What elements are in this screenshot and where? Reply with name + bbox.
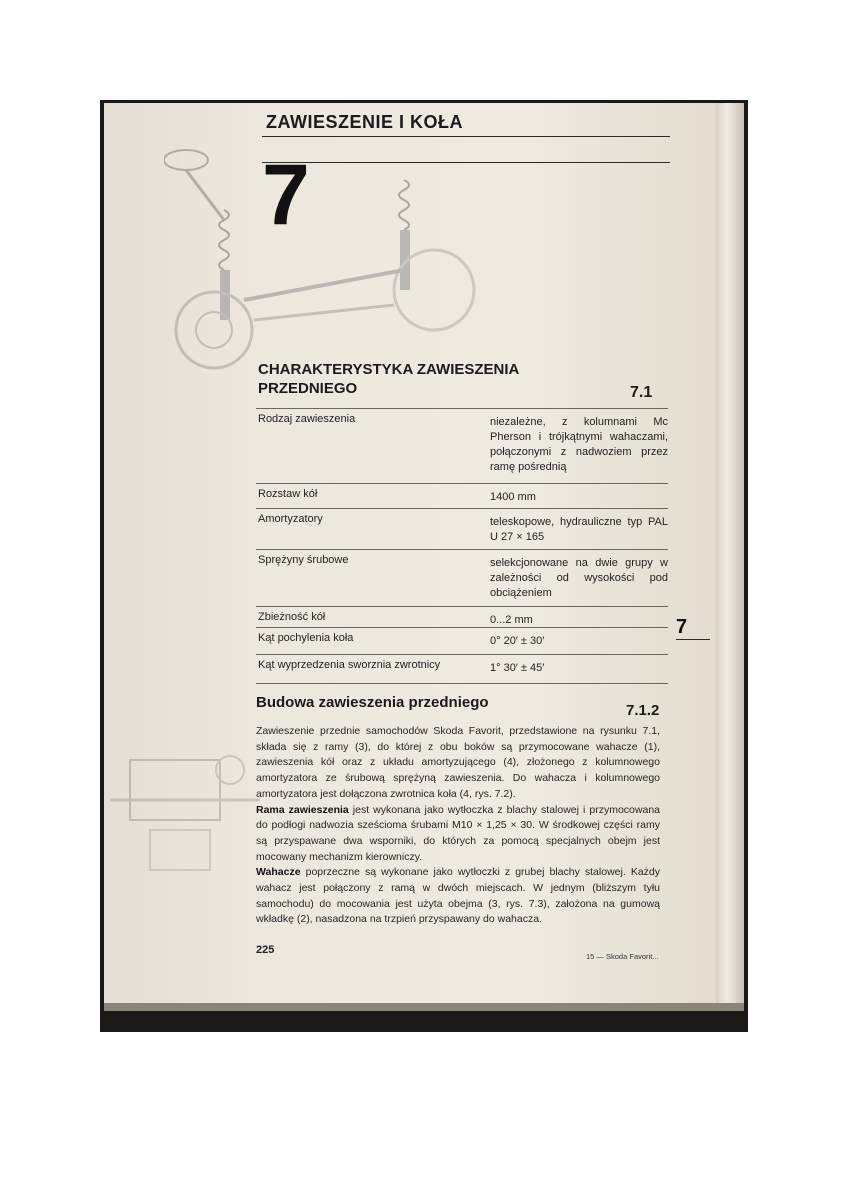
- spec-value: niezależne, z kolumnami Mc Pherson i trójkątnymi wahaczami, połączonymi z nadwoziem przez ramę pośrednią: [490, 416, 668, 473]
- table-row: [256, 408, 668, 483]
- subsection-number: 7.1.2: [626, 702, 660, 719]
- spec-table: [256, 408, 668, 684]
- spec-label: Zbieżność kół: [258, 611, 326, 623]
- spec-value: 1400 mm: [490, 491, 536, 503]
- paragraph: [256, 865, 660, 928]
- chapter-title: ZAWIESZENIE I KOŁA: [266, 112, 464, 132]
- table-row: [256, 508, 668, 549]
- bold-term: Wahacze: [256, 866, 301, 879]
- spec-value: teleskopowe, hydrauliczne typ PAL U 27 × 165: [490, 516, 668, 543]
- title-rule: [262, 136, 670, 137]
- side-chapter-tab: 7: [676, 616, 688, 638]
- section-title: CHARAKTERYSTYKA ZAWIESZENIA PRZEDNIEGO: [258, 361, 519, 397]
- spec-label: Rodzaj zawieszenia: [258, 413, 356, 425]
- bold-term: Rama zawieszenia: [256, 803, 349, 816]
- body-text: [256, 724, 660, 928]
- page-edge: [716, 103, 744, 1008]
- spec-label: Rozstaw kół: [258, 488, 318, 500]
- table-row: [256, 606, 668, 627]
- paragraph: Zawieszenie przednie samochodów Skoda Favorit, przedstawione na rysunku 7.1, składa się z ramy (3), do której z obu boków są przymocowane wahacze (1), zawieszenia kół oraz z układu amortyzującego (4), złożonego z kolumnowego amortyzatora ze śrubową sprężyną zawieszenia. Do wahacza i kolumnowego amortyzatora jest dołączona zwrotnica koła (4, rys. 7.2).: [256, 725, 660, 800]
- suspension-illustration: [164, 130, 494, 380]
- spec-label: Kąt pochylenia koła: [258, 632, 354, 644]
- page-number: 225: [256, 944, 275, 956]
- table-row: [256, 654, 668, 684]
- table-row: [256, 483, 668, 508]
- paragraph-text: poprzeczne są wykonane jako wytłoczki z grubej blachy stalowej. Każdy wahacz jest połączony z ramą w dwóch miejscach. W jednym (bliższym tyłu samochodu) do mocowania jest użyta obejma (3, rys. 7.3), założona na gumową wkładkę (2), nasadzona na trzpień przyspawany do wahacza.: [256, 866, 660, 926]
- side-tab-rule: [676, 639, 710, 640]
- chapter-number: 7: [262, 147, 310, 243]
- spec-value: 0° 20′ ± 30′: [490, 635, 545, 647]
- spec-value: 1° 30′ ± 45′: [490, 662, 545, 674]
- page-bottom-edge: [104, 1003, 744, 1011]
- subsection-title: Budowa zawieszenia przedniego: [256, 694, 489, 711]
- spec-label: Amortyzatory: [258, 513, 323, 525]
- title-rule-lower: [262, 162, 670, 163]
- spec-label: Sprężyny śrubowe: [258, 554, 349, 566]
- section-number: 7.1: [630, 384, 653, 401]
- table-row: [256, 627, 668, 654]
- footer-note: 15 — Skoda Favorit...: [586, 952, 659, 961]
- table-row: [256, 549, 668, 606]
- spec-value: selekcjonowane na dwie grupy w zależności od wysokości pod obciążeniem: [490, 557, 668, 599]
- spec-value: 0...2 mm: [490, 614, 533, 626]
- paragraph: [256, 803, 660, 866]
- paragraph-text: jest wykonana jako wytłoczka z blachy stalowej i przymocowana do podłogi nadwozia sześcioma śrubami M10 × 1,25 × 30. W środkowej części ramy są przyspawane dwa wsporniki, do których za pomocą specjalnych obejm jest mocowany mechanizm kierowniczy.: [256, 803, 660, 863]
- spec-label: Kąt wyprzedzenia sworznia zwrotnicy: [258, 659, 441, 671]
- mechanism-illustration: [110, 730, 260, 890]
